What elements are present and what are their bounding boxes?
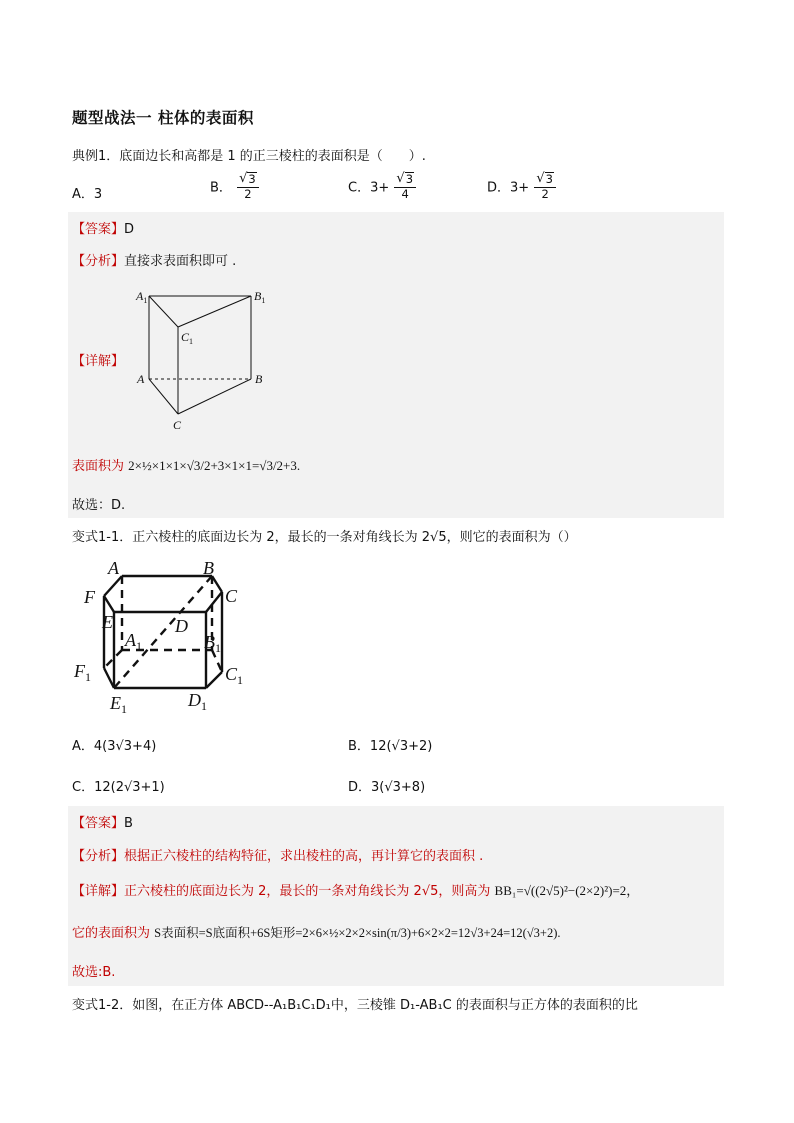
hex-label-F: F — [84, 587, 95, 607]
label-B1: $B_1$ — [254, 289, 266, 305]
ex1-option-b-prefix: B． — [210, 180, 232, 196]
ex2-surface — [72, 922, 561, 941]
hex-label-C: C — [225, 586, 238, 606]
ex1-option-d-rad: 3 — [545, 172, 553, 186]
ex1-analysis — [72, 250, 236, 269]
ex1-calc-formula: 2×½×1×1×√3/2+3×1×1=√3/2+3. — [128, 458, 301, 473]
hexagonal-prism-figure — [70, 556, 260, 718]
label-C: C — [173, 418, 182, 432]
ex2-answer — [72, 812, 133, 831]
label-C1: $C_1$ — [181, 330, 194, 346]
ex1-option-b-frac: √ 3 2 — [237, 172, 259, 200]
ex2-option-c: C．12(2√3+1) — [72, 780, 165, 795]
ex1-option-c-den: 4 — [401, 186, 409, 201]
ex2-analysis — [72, 845, 483, 864]
ex1-answer-value: D — [124, 222, 135, 237]
ex1-option-b-rad: 3 — [248, 172, 256, 186]
ex1-analysis-text: 直接求表面积即可 . — [124, 254, 237, 269]
ex1-calc-prefix: 表面积为 — [72, 459, 125, 474]
ex1-option-c-frac: √ 3 4 — [394, 172, 416, 200]
ex2-surface-prefix: 它的表面积为 — [72, 926, 151, 941]
ex1-option-c-rad: 3 — [405, 172, 414, 186]
ex1-option-d-frac: √ 3 2 — [534, 172, 556, 200]
ex2-detail-tag: 【详解】 — [72, 884, 125, 899]
ex2-detail — [72, 880, 639, 899]
hex-label-A: A — [108, 558, 119, 578]
ex2-option-d: D．3(√3+8) — [348, 780, 426, 795]
example1-question: 典例1．底面边长和高都是 1 的正三棱柱的表面积是（ ）. — [72, 149, 426, 164]
ex1-option-a: A．3 — [72, 187, 103, 202]
triangular-prism-figure — [130, 282, 280, 434]
ex1-option-d-den: 2 — [541, 186, 549, 201]
ex2-analysis-text: 根据正六棱柱的结构特征，求出棱柱的高，再计算它的表面积 . — [124, 849, 484, 864]
ex2-option-b: B．12(√3+2) — [348, 739, 433, 754]
ex2-choice: 故选:B. — [72, 965, 116, 980]
hex-label-B1: $B_1$ — [204, 632, 221, 655]
ex1-option-d — [487, 172, 557, 200]
label-B: B — [255, 372, 263, 386]
section-title: 题型战法一 柱体的表面积 — [72, 109, 254, 127]
label-A1: $A_1$ — [136, 289, 148, 305]
ex2-detail-text: 正六棱柱的底面边长为 2，最长的一条对角线长为 2√5，则高为 — [124, 884, 491, 899]
ex1-answer — [72, 218, 134, 237]
ex1-option-c-prefix: C．3+ — [348, 180, 390, 196]
hex-label-E: E — [102, 612, 113, 632]
hex-label-E1: $E_1$ — [110, 693, 127, 716]
ex2-analysis-tag: 【分析】 — [72, 849, 125, 864]
example3-question: 变式1-2．如图，在正方体 ABCD--A₁B₁C₁D₁中，三棱锥 D₁-AB₁C 的表面积与正方体的表面积的比 — [72, 998, 638, 1013]
ex1-option-d-prefix: D．3+ — [487, 180, 530, 196]
example2-question: 变式1-1．正六棱柱的底面边长为 2，最长的一条对角线长为 2√5，则它的表面积为（） — [72, 530, 577, 545]
ex1-detail-tag: 【详解】 — [72, 354, 125, 369]
ex1-answer-tag: 【答案】 — [72, 222, 125, 237]
ex1-calculation — [72, 455, 300, 474]
hex-label-D1: $D_1$ — [188, 690, 207, 713]
ex2-detail-formula: BB₁=√((2√5)²−(2×2)²)=2， — [494, 883, 640, 898]
hex-label-D: D — [175, 616, 188, 636]
hex-label-A1: $A_1$ — [125, 630, 142, 653]
hex-label-C1: $C_1$ — [225, 664, 244, 687]
hex-label-B: B — [203, 558, 214, 578]
ex2-answer-tag: 【答案】 — [72, 816, 125, 831]
label-A: A — [137, 372, 145, 386]
ex1-option-b-den: 2 — [244, 186, 252, 201]
ex1-analysis-tag: 【分析】 — [72, 254, 125, 269]
ex1-option-b — [210, 172, 260, 200]
ex2-surface-formula: S表面积=S底面积+6S矩形=2×6×½×2×2×sin(π/3)+6×2×2=12√3+24=12(√3+2). — [154, 926, 561, 940]
ex2-option-a: A．4(3√3+4) — [72, 739, 157, 754]
ex2-answer-value: B — [124, 816, 133, 831]
ex1-option-c — [348, 172, 417, 200]
ex1-choice: 故选：D. — [72, 498, 126, 513]
hex-label-F1: $F_1$ — [74, 661, 91, 684]
ex1-detail — [72, 350, 124, 369]
